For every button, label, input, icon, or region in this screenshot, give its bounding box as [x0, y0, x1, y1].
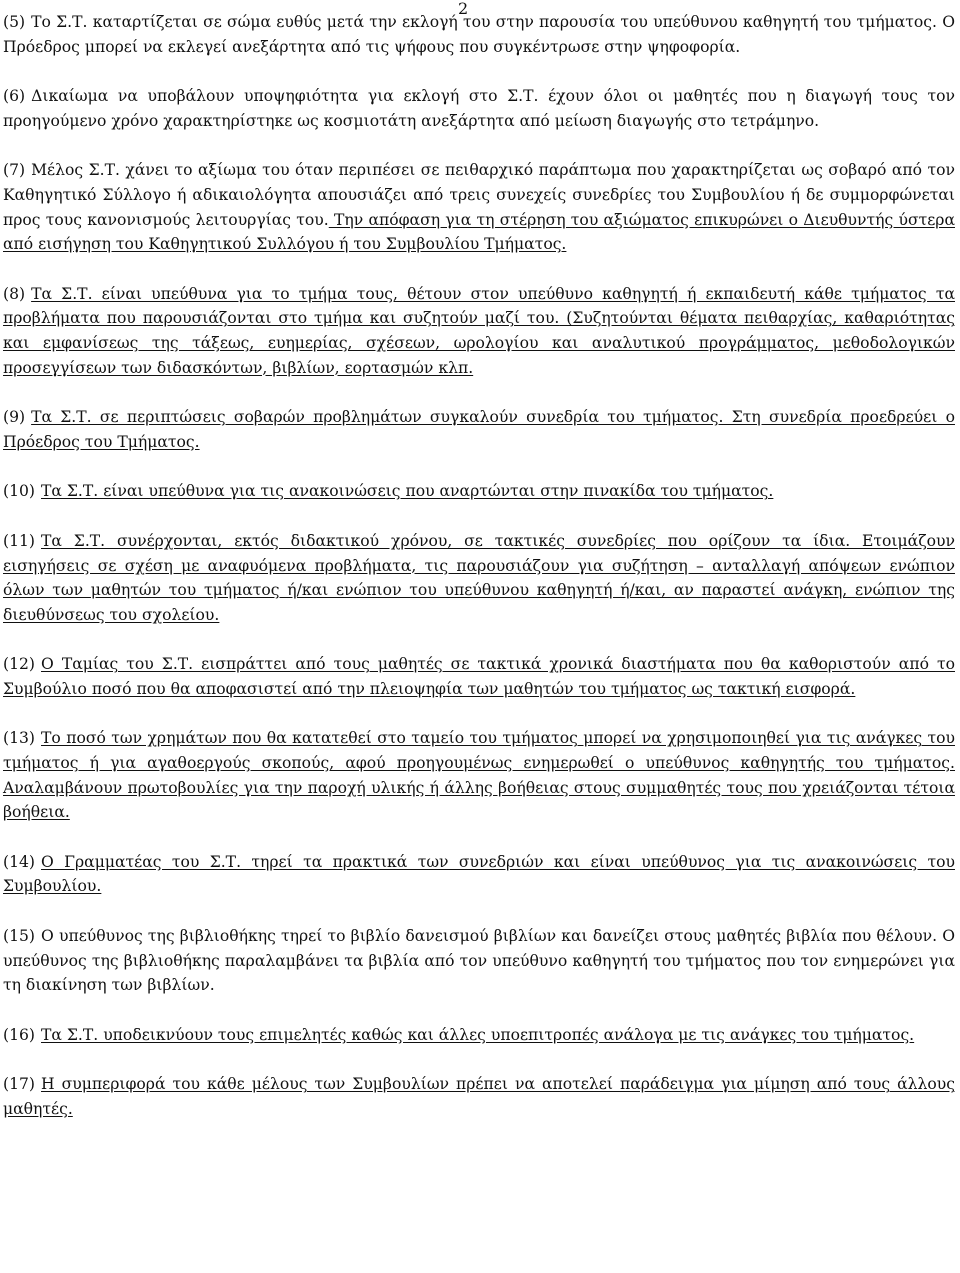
page-number: 2: [458, 0, 469, 18]
paragraph-text: Το Σ.Τ. καταρτίζεται σε σώμα ευθύς μετά την εκλογή του στην παρουσία του υπεύθυνου καθηγητή του τμήματος.: [31, 13, 937, 31]
numbered-paragraph: [3, 405, 955, 454]
paragraph-text: Ο Ταμίας του Σ.Τ. εισπράττει από τους μαθητές σε τακτικά χρονικά διαστήματα που θα καθοριστούν από το Συμβούλιο ποσό που θα αποφασιστεί από την πλειοψηφία των μαθητών του τμήματος ως τακτική εισφορά.: [3, 655, 955, 698]
paragraph-number: (5): [3, 13, 26, 31]
numbered-paragraph: [3, 529, 955, 627]
paragraph-text: Ο Γραμματέας του Σ.Τ. τηρεί τα πρακτικά των συνεδριών και είναι υπεύθυνος για τις ανακοινώσεις του Συμβουλίου.: [3, 852, 955, 896]
paragraph-text: έχουν όλοι οι μαθητές που η διαγωγή τους τον προηγούμενο χρόνο χαρακτηρίστηκε ως κοσμιοτάτη ανεξάρτητα από μείωση διαγωγής στο τετράμηνο.: [3, 87, 955, 130]
paragraph-number: (6): [3, 87, 26, 106]
numbered-paragraph: [3, 282, 955, 380]
paragraph-number: (9): [3, 408, 26, 427]
numbered-paragraph: [3, 10, 955, 59]
paragraph-text: Ο υπεύθυνος της βιβλιοθήκης τηρεί το βιβλίο δανεισμού βιβλίων και δανείζει στους μαθητές βιβλία που θέλουν. Ο υπεύθυνος της βιβλιοθήκης παραλαμβάνει τα βιβλία από τον υπεύθυνο καθηγητή του τμήματος που τον ενημερώνει για τη διακίνηση των βιβλίων.: [3, 927, 955, 995]
paragraph-text: Δικαίωμα να υποβάλουν υποψηφιότητα για εκλογή στο Σ.Τ.: [31, 87, 539, 106]
paragraph-text: Το ποσό των χρημάτων που θα κατατεθεί στο ταμείο του τμήματος μπορεί να χρησιμοποιηθεί για τις ανάγκες του τμήματος ή για αγαθοεργούς σκοπούς, αφού προηγουμένως ενημερωθεί ο υπεύθυνος καθηγητής του τμήματος.: [3, 729, 955, 773]
paragraph-text: Αναλαμβάνουν πρωτοβουλίες για την παροχή υλικής ή άλλης βοήθειας στους συμμαθητές τους που χρειάζονται τέτοια βοήθεια.: [3, 778, 955, 822]
paragraph-number: (16): [3, 1025, 36, 1044]
paragraph-number: (14): [3, 852, 36, 871]
paragraph-text: Η συμπεριφορά του κάθε μέλους των Συμβουλίων πρέπει να αποτελεί παράδειγμα για μίμηση από τους άλλους μαθητές.: [3, 1075, 955, 1118]
numbered-paragraph: [3, 726, 955, 824]
paragraph-number: (17): [3, 1075, 36, 1094]
numbered-paragraph: [3, 1023, 955, 1048]
document-body: [3, 10, 955, 1122]
paragraph-number: (15): [3, 927, 36, 946]
numbered-paragraph: [3, 652, 955, 701]
paragraph-text: Τα Σ.Τ. σε περιπτώσεις σοβαρών προβλημάτων συγκαλούν συνεδρία του τμήματος.: [31, 408, 724, 427]
paragraph-text: Ο Πρόεδρος μπορεί να εκλεγεί ανεξάρτητα από τις ψήφους που συγκέντρωσε στην ψηφοφορία.: [3, 13, 955, 56]
paragraph-text: Τα Σ.Τ. υποδεικνύουν τους επιμελητές καθώς και άλλες υποεπιτροπές ανάλογα με τις ανάγκες του τμήματος.: [41, 1025, 915, 1044]
numbered-paragraph: [3, 924, 955, 998]
paragraph-text: Μέλος Σ.Τ. χάνει το αξίωμα του όταν περιπέσει σε πειθαρχικό παράπτωμα που χαρακτηρίζεται ως σοβαρό από τον Καθηγητικό Σύλλογο ή αδικαιολόγητα απουσιάζει από τρεις συνεχείς συνεδρίες του Συμβουλίου ή δε συμμορφώνεται προς τους κανονισμούς λειτουργίας του.: [3, 161, 955, 229]
numbered-paragraph: [3, 158, 955, 256]
paragraph-text: Τα Σ.Τ. είναι υπεύθυνα για τις ανακοινώσεις που αναρτώνται στην πινακίδα του τμήματος.: [41, 482, 774, 501]
paragraph-number: (11): [3, 531, 36, 550]
paragraph-text: Τα Σ.Τ. είναι υπεύθυνα για το τμήμα τους, θέτουν στον υπεύθυνο καθηγητή ή εκπαιδευτή κάθε τμήματος τα προβλήματα που παρουσιάζονται στο τμήμα και συζητούν μαζί του.: [3, 284, 955, 328]
paragraph-text: (Συζητούνται θέματα πειθαρχίας, καθαριότητας και εμφανίσεως της τάξεως, ευημερίας, σχέσεων, ωρολογίου και αναλυτικού προγράμματος, μεθοδολογικών προσεγγίσεων των διδασκόντων, βιβλίων, εορτασμών κλπ.: [3, 309, 955, 377]
paragraph-text: Την απόφαση για τη στέρηση του αξιώματος επικυρώνει ο Διευθυντής ύστερα από εισήγηση του Καθηγητικού Συλλόγου ή του Συμβουλίου Τμήματος.: [3, 210, 955, 254]
paragraph-text: Στη συνεδρία προεδρεύει ο Πρόεδρος του Τμήματος.: [3, 408, 955, 451]
paragraph-number: (8): [3, 284, 26, 303]
paragraph-number: (13): [3, 729, 36, 748]
numbered-paragraph: [3, 1072, 955, 1121]
numbered-paragraph: [3, 479, 955, 504]
paragraph-number: (7): [3, 161, 26, 180]
numbered-paragraph: [3, 850, 955, 899]
paragraph-number: (10): [3, 482, 36, 501]
numbered-paragraph: [3, 84, 955, 133]
paragraph-text: Τα Σ.Τ. συνέρχονται, εκτός διδακτικού χρόνου, σε τακτικές συνεδρίες που ορίζουν τα ίδια. Ετοιμάζουν εισηγήσεις σε σχέση με αναφυόμενα προβλήματα, τις παρουσιάζουν για συζήτηση – ανταλλαγή απόψεων ενώπιον όλων των μαθητών του τμήματος ή/και ενώπιον του υπεύθυνου καθηγητή ή/και, αν παραστεί ανάγκη, ενώπιον της διευθύνσεως του σχολείου.: [3, 531, 955, 624]
paragraph-number: (12): [3, 655, 36, 674]
